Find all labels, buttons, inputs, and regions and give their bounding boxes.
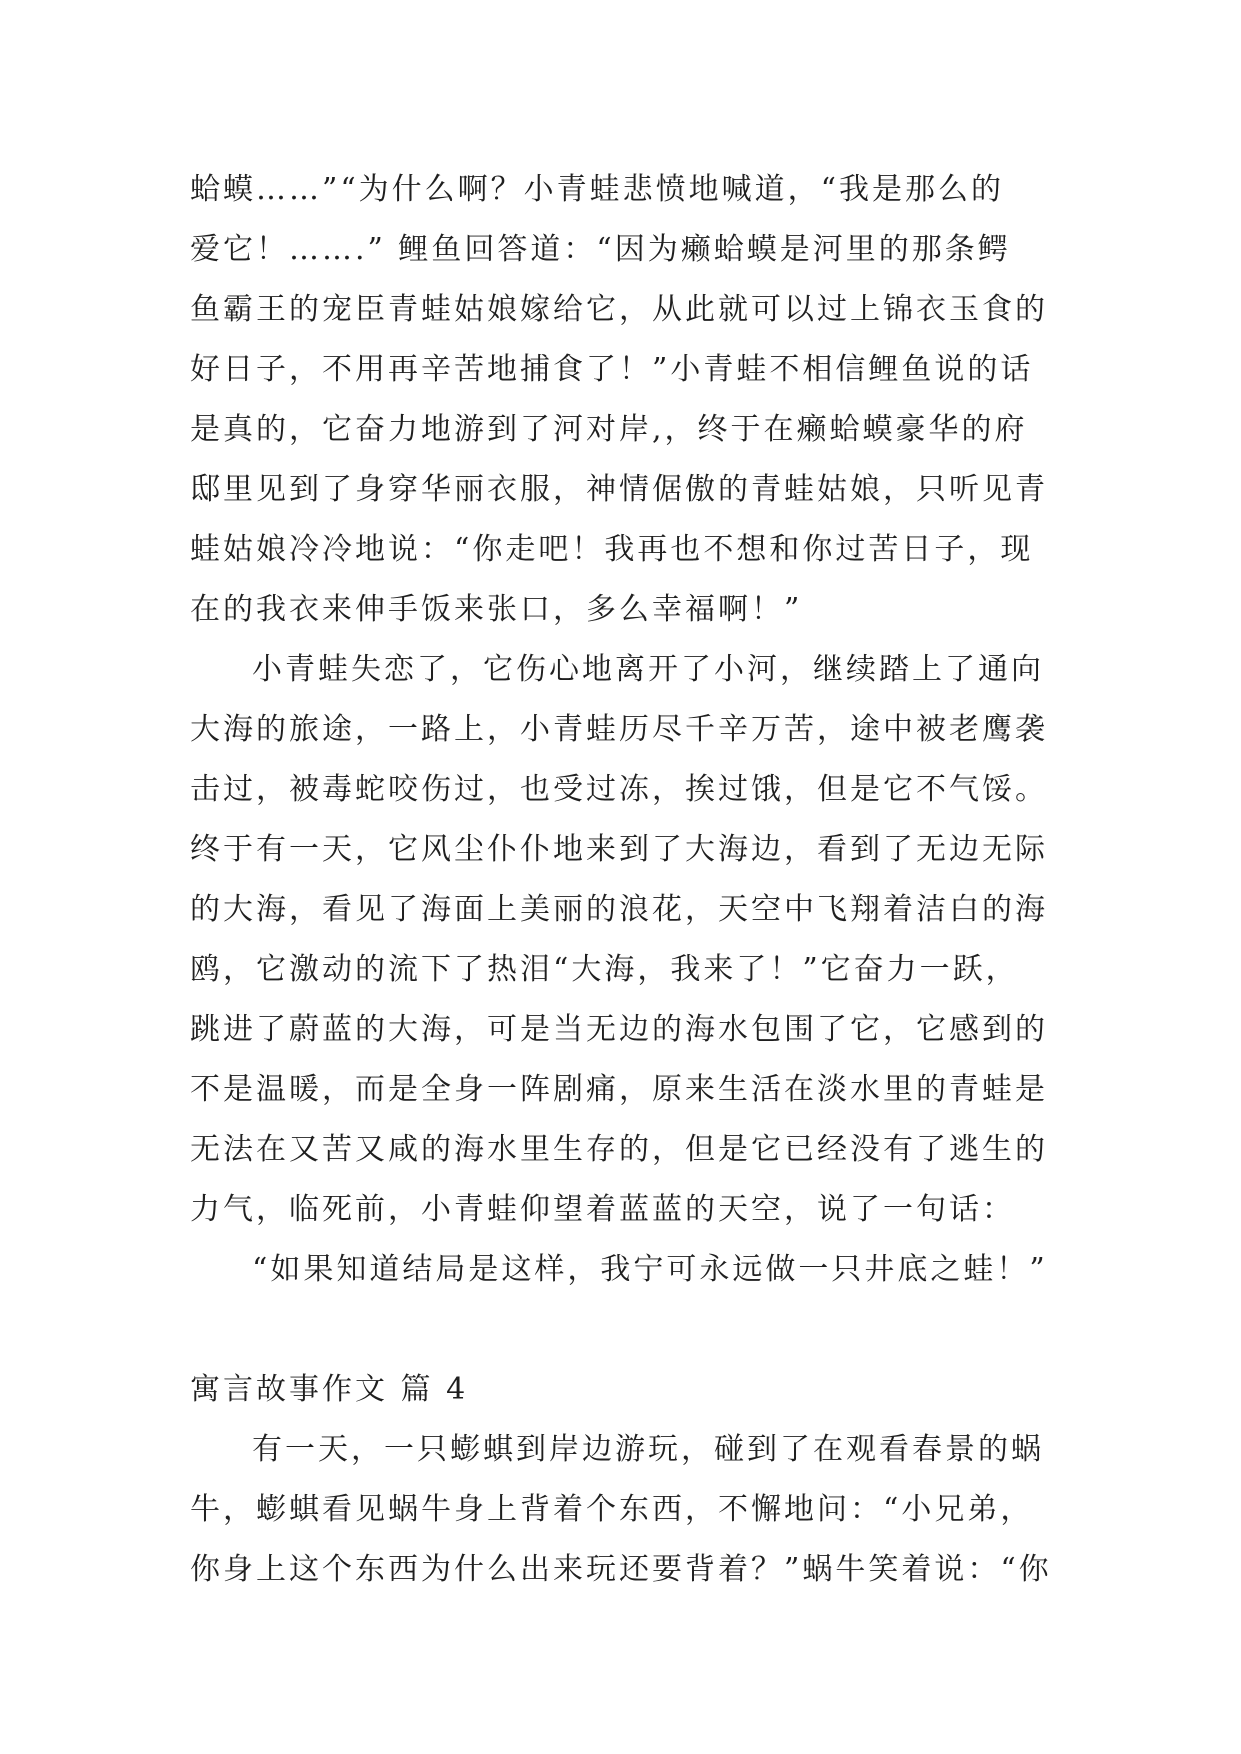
section-heading: 寓言故事作文 篇 4 [190, 1372, 469, 1407]
paragraph-frog-last-words [190, 1240, 1050, 1300]
document-body [190, 160, 1050, 1600]
text-line: 蛙姑娘冷冷地说：“你走吧！我再也不想和你过苦日子，现 [190, 532, 1034, 567]
text-line: 邸里见到了身穿华丽衣服，神情倨傲的青蛙姑娘，只听见青 [190, 472, 1048, 507]
text-line: 大海的旅途，一路上，小青蛙历尽千辛万苦，途中被老鹰袭 [190, 712, 1048, 747]
text-line: 小青蛙失恋了，它伤心地离开了小河，继续踏上了通向 [252, 652, 1044, 687]
text-line: 在的我衣来伸手饭来张口，多么幸福啊！” [190, 592, 803, 627]
text-line: 不是温暖，而是全身一阵剧痛，原来生活在淡水里的青蛙是 [190, 1072, 1048, 1107]
text-line: 蛤蟆……”“为什么啊？小青蛙悲愤地喊道，“我是那么的 [190, 172, 1005, 207]
paragraph-story-continuation [190, 160, 1050, 640]
text-line: 你身上这个东西为什么出来玩还要背着？”蜗牛笑着说：“你 [190, 1552, 1052, 1587]
text-line: 的大海，看见了海面上美丽的浪花，天空中飞翔着洁白的海 [190, 892, 1048, 927]
text-line: 爱它！…….” 鲤鱼回答道：“因为癞蛤蟆是河里的那条鳄 [190, 232, 1011, 267]
text-line: 跳进了蔚蓝的大海，可是当无边的海水包围了它，它感到的 [190, 1012, 1048, 1047]
text-line: 终于有一天，它风尘仆仆地来到了大海边，看到了无边无际 [190, 832, 1048, 867]
paragraph-spacer [190, 1300, 1050, 1360]
text-line: 力气，临死前，小青蛙仰望着蓝蓝的天空，说了一句话： [190, 1192, 1015, 1227]
text-line: 鱼霸王的宠臣青蛙姑娘嫁给它，从此就可以过上锦衣玉食的 [190, 292, 1048, 327]
paragraph-frog-journey [190, 640, 1050, 1240]
text-line: 击过，被毒蛇咬伤过，也受过冻，挨过饿，但是它不气馁。 [190, 772, 1048, 807]
text-line: 好日子，不用再辛苦地捕食了！”小青蛙不相信鲤鱼说的话 [190, 352, 1034, 387]
text-line: 无法在又苦又咸的海水里生存的，但是它已经没有了逃生的 [190, 1132, 1048, 1167]
text-line: 是真的，它奋力地游到了河对岸,，终于在癞蛤蟆豪华的府 [190, 412, 1028, 447]
text-line: 有一天，一只蟛蜞到岸边游玩，碰到了在观看春景的蜗 [252, 1432, 1044, 1467]
text-line: 牛，蟛蜞看见蜗牛身上背着个东西，不懈地问：“小兄弟， [190, 1492, 1034, 1527]
paragraph-snail-story [190, 1420, 1050, 1600]
text-line: 鸥，它激动的流下了热泪“大海，我来了！”它奋力一跃， [190, 952, 1019, 987]
text-line: “如果知道结局是这样，我宁可永远做一只井底之蛙！” [252, 1252, 1048, 1287]
